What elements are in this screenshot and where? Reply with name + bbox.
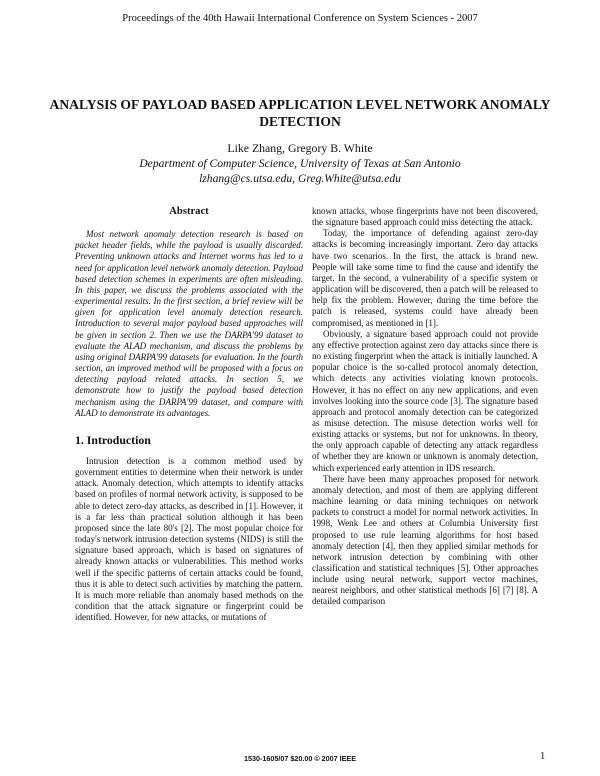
abstract-text: Most network anomaly detection research is based on packet header fields, while the payload is usually discarded. Preventing unknown attacks and Internet worms has led to a need for application level network anomaly detection. Payload based detection schemes in experiments are often misleading. In this paper, we discuss the problems associated with the experimental results. In the first section, a brief review will be given for application level anomaly detection research. Introduction to several major payload based approaches will be given in section 2. Then we use the DARPA'99 dataset to evaluate the ALAD mechanism, and discuss the problems by using original DARPA'99 datasets for evaluation. In the fourth section, an improved method will be proposed with a focus on detecting payload related attacks. In section 5, we demonstrate how to justify the payload based detection mechanism using the DARPA'99 dataset, and compare with ALAD to demonstrate its advantages. <box>75 229 303 418</box>
section-heading-introduction: 1. Introduction <box>75 432 151 447</box>
page-number: 1 <box>540 751 546 762</box>
author-affiliation-block <box>0 156 600 186</box>
right-column <box>312 206 538 608</box>
paragraph: Intrusion detection is a common method used by government entities to determine when their network is under attack. Anomaly detection, which attempts to identify attacks based on profiles of normal network activity, is supposed to be able to detect zero-day attacks, as described in [1]. However, it is a far less than practical solution although it has been proposed since the late 80's [2]. The most popular choice for today's network intrusion detection systems (NIDS) is still the signature based approach, which is based on signatures of already known attacks or vulnerabilities. This method works well if the specific patterns of certain attacks could be found, thus it is able to detect such activities by matching the pattern. It is much more reliable than anomaly based methods on the condition that the attack signature or fingerprint could be identified. However, for new attacks, or mutations of <box>75 455 303 623</box>
author-emails: lzhang@cs.utsa.edu, Greg.White@utsa.edu <box>199 172 401 185</box>
copyright-footer: 1530-1605/07 $20.00 © 2007 IEEE <box>244 754 356 763</box>
paragraph: Today, the importance of defending against zero-day attacks is becoming increasingly important. Zero day attacks have two scenarios. In the first, the attack is brand new. People will take some time to find the cause and identify the target. In the second, a vulnerability of a specific system or application will be discovered, then a patch will be released to help fix the problem. However, during the time before the patch is released, systems could have already been compromised, as mentioned in [1]. <box>312 228 538 328</box>
paragraph: known attacks, whose fingerprints have not been discovered, the signature based approach could miss detecting the attack. <box>312 206 538 228</box>
paper-title: ANALYSIS OF PAYLOAD BASED APPLICATION LEVEL NETWORK ANOMALY DETECTION <box>49 97 551 129</box>
affiliation: Department of Computer Science, University of Texas at San Antonio <box>139 157 461 170</box>
abstract-heading: Abstract <box>169 206 209 217</box>
author-names: Like Zhang, Gregory B. White <box>227 141 373 155</box>
paragraph: There have been many approaches proposed for network anomaly detection, and most of them are applying different machine learning or data mining techniques on network packets to construct a model for normal network activities. In 1998, Wenk Lee and others at Columbia University first proposed to use rule learning algorithms for host based anomaly detection [4], then they applied similar methods for network intrusion detection by combining with other classification and statistical techniques [5]. Other approaches include using neural network, support vector machines, nearest neighbors, and other statistical methods [6] [7] [8]. A detailed comparison <box>312 473 538 607</box>
conference-header: Proceedings of the 40th Hawaii International Conference on System Sciences - 2007 <box>122 13 478 24</box>
left-column <box>75 206 303 623</box>
paragraph: Obviously, a signature based approach could not provide any effective protection against zero day attacks since there is no existing fingerprint when the attack is initially launched. A popular choice is the so-called protocol anomaly detection, which detects any activities violating known protocols. However, it has no effect on any new applications, and even involves looking into the source code [3]. The signature based approach and protocol anomaly detection can be categorized as misuse detection. The misuse detection works well for existing attacks or systems, but not for unknowns. In theory, the only approach capable of detecting any attack regardless of whether they are known or unknown is anomaly detection, which experienced early attention in IDS research. <box>312 328 538 473</box>
